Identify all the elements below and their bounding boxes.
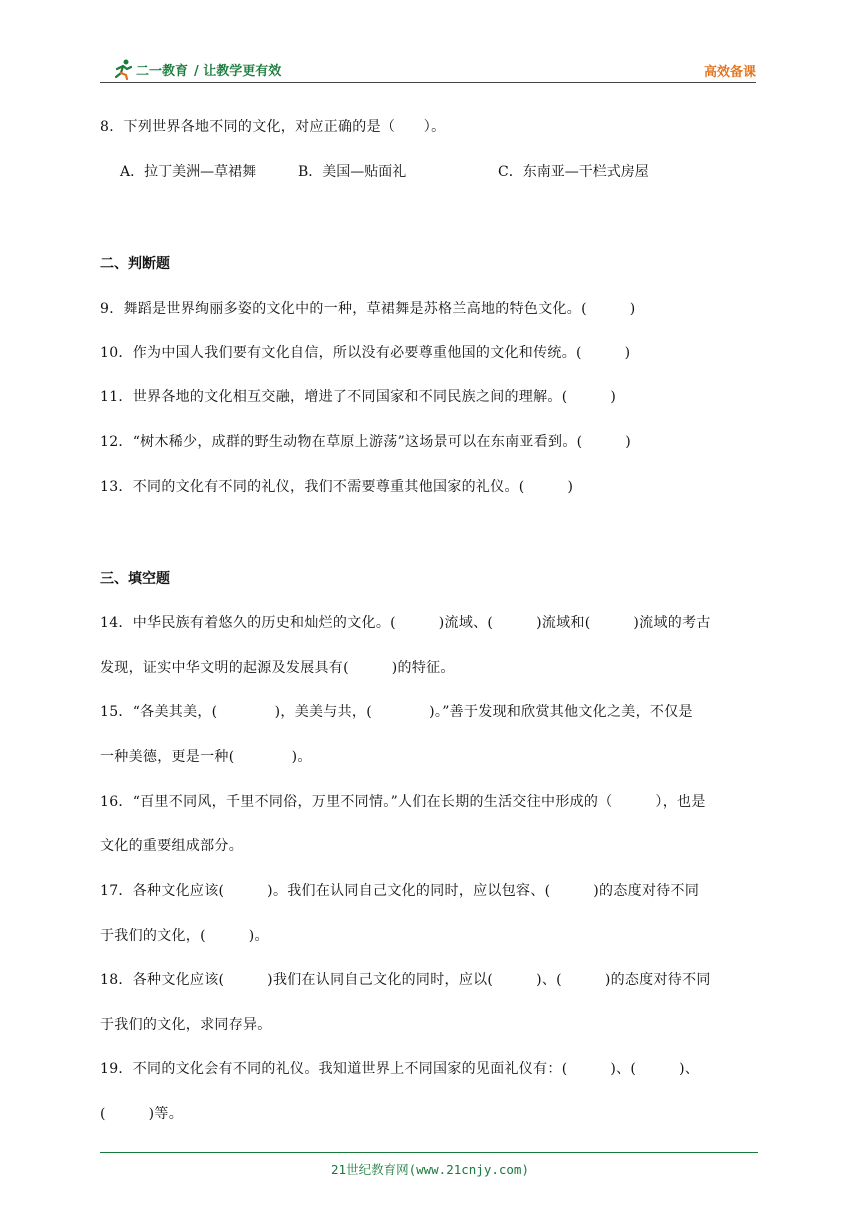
question-line: 于我们的文化，( )。 [100, 928, 269, 944]
running-person-icon [112, 58, 134, 80]
question-8-option-c: C．东南亚—干栏式房屋 [498, 164, 649, 180]
brand-logo [112, 58, 281, 80]
question-item: 9．舞蹈是世界绚丽多姿的文化中的一种，草裙舞是苏格兰高地的特色文化。( ) [100, 301, 636, 317]
question-8-option-a: A．拉丁美洲—草裙舞 [120, 164, 257, 180]
question-line: 16．“百里不同风，千里不同俗，万里不同情。”人们在长期的生活交往中形成的（ ），也是 [100, 794, 706, 810]
question-line: 文化的重要组成部分。 [100, 838, 243, 854]
page-header [100, 54, 756, 84]
question-line: ( )等。 [100, 1106, 184, 1122]
question-8-stem: 8．下列世界各地不同的文化，对应正确的是（ ）。 [100, 119, 446, 135]
question-line: 15．“各美其美，( )，美美与共，( )。”善于发现和欣赏其他文化之美，不仅是 [100, 704, 693, 720]
section-heading-fill-blank: 三、填空题 [100, 571, 170, 587]
header-tag: 高效备课 [703, 65, 756, 80]
question-item: 10．作为中国人我们要有文化自信，所以没有必要尊重他国的文化和传统。( ) [100, 345, 631, 361]
question-line: 17．各种文化应该( )。我们在认同自己文化的同时，应以包容、( )的态度对待不同 [100, 883, 700, 899]
header-divider [100, 82, 756, 83]
question-item: 12．“树木稀少，成群的野生动物在草原上游荡”这场景可以在东南亚看到。( ) [100, 434, 632, 450]
footer-divider [100, 1152, 758, 1153]
question-8-option-b: B．美国—贴面礼 [298, 164, 407, 180]
footer-text: 21世纪教育网(www.21cnjy.com) [331, 1162, 529, 1177]
question-line: 发现，证实中华文明的起源及发展具有( )的特征。 [100, 660, 455, 676]
question-line: 14．中华民族有着悠久的历史和灿烂的文化。( )流域、( )流域和( )流域的考古 [100, 615, 711, 631]
logo-slogan: / 让教学更有效 [194, 63, 282, 79]
question-line: 18．各种文化应该( )我们在认同自己文化的同时，应以( )、( )的态度对待不同 [100, 972, 711, 988]
question-line: 19．不同的文化会有不同的礼仪。我知道世界上不同国家的见面礼仪有：( )、( )、 [100, 1061, 700, 1077]
question-item: 11．世界各地的文化相互交融，增进了不同国家和不同民族之间的理解。( ) [100, 389, 617, 405]
question-line: 于我们的文化，求同存异。 [100, 1017, 272, 1033]
section-heading-judgement: 二、判断题 [100, 256, 170, 272]
question-item: 13．不同的文化有不同的礼仪，我们不需要尊重其他国家的礼仪。( ) [100, 479, 574, 495]
logo-text: 二一教育 [136, 63, 189, 79]
question-line: 一种美德，更是一种( )。 [100, 749, 312, 765]
